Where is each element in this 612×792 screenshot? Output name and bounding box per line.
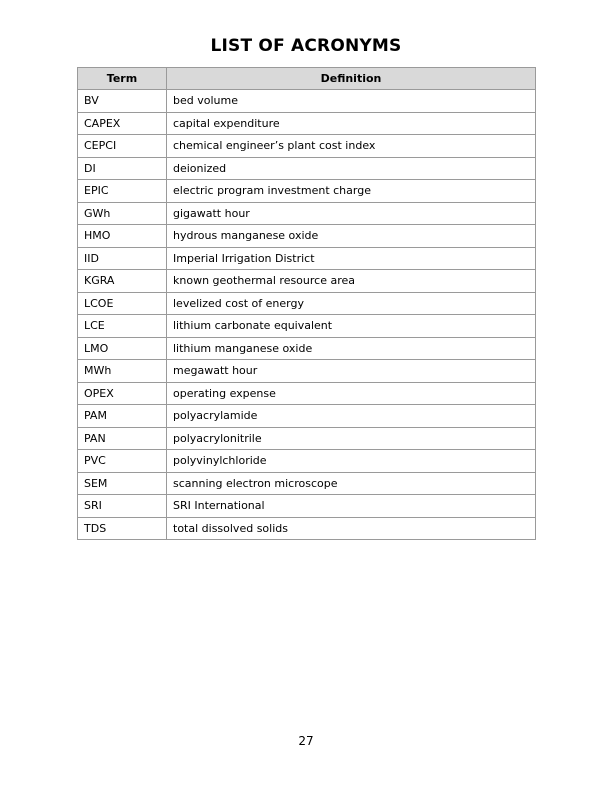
table-row [78, 315, 536, 338]
table-row [78, 450, 536, 473]
term-cell: EPIC [78, 180, 167, 203]
definition-cell: SRI International [167, 495, 536, 518]
definition-cell: polyvinylchloride [167, 450, 536, 473]
definition-cell: gigawatt hour [167, 202, 536, 225]
definition-cell: hydrous manganese oxide [167, 225, 536, 248]
term-cell: GWh [78, 202, 167, 225]
acronyms-table [77, 67, 536, 540]
term-cell: KGRA [78, 270, 167, 293]
term-cell: PVC [78, 450, 167, 473]
definition-cell: bed volume [167, 90, 536, 113]
table-row [78, 495, 536, 518]
term-cell: SEM [78, 472, 167, 495]
table-row [78, 157, 536, 180]
table-row [78, 337, 536, 360]
table-row [78, 292, 536, 315]
definition-cell: megawatt hour [167, 360, 536, 383]
definition-cell: total dissolved solids [167, 517, 536, 540]
term-cell: CAPEX [78, 112, 167, 135]
table-row [78, 180, 536, 203]
term-cell: LCE [78, 315, 167, 338]
table-row [78, 382, 536, 405]
table-row [78, 135, 536, 158]
table-row [78, 360, 536, 383]
table-header-row [78, 68, 536, 90]
term-cell: MWh [78, 360, 167, 383]
header-term: Term [78, 68, 167, 90]
table-row [78, 427, 536, 450]
table-row [78, 202, 536, 225]
table-row [78, 472, 536, 495]
term-cell: PAN [78, 427, 167, 450]
definition-cell: operating expense [167, 382, 536, 405]
term-cell: CEPCI [78, 135, 167, 158]
table-row [78, 90, 536, 113]
term-cell: OPEX [78, 382, 167, 405]
term-cell: IID [78, 247, 167, 270]
table-row [78, 225, 536, 248]
definition-cell: capital expenditure [167, 112, 536, 135]
page-number: 27 [298, 734, 314, 748]
table-row [78, 247, 536, 270]
term-cell: PAM [78, 405, 167, 428]
term-cell: LMO [78, 337, 167, 360]
term-cell: LCOE [78, 292, 167, 315]
term-cell: HMO [78, 225, 167, 248]
table-row [78, 112, 536, 135]
term-cell: DI [78, 157, 167, 180]
definition-cell: deionized [167, 157, 536, 180]
definition-cell: polyacrylamide [167, 405, 536, 428]
term-cell: SRI [78, 495, 167, 518]
page-title: LIST OF ACRONYMS [210, 36, 402, 56]
definition-cell: electric program investment charge [167, 180, 536, 203]
term-cell: TDS [78, 517, 167, 540]
definition-cell: chemical engineer’s plant cost index [167, 135, 536, 158]
header-definition: Definition [167, 68, 536, 90]
term-cell: BV [78, 90, 167, 113]
table-row [78, 405, 536, 428]
table-row [78, 517, 536, 540]
definition-cell: scanning electron microscope [167, 472, 536, 495]
definition-cell: levelized cost of energy [167, 292, 536, 315]
table-row [78, 270, 536, 293]
definition-cell: known geothermal resource area [167, 270, 536, 293]
definition-cell: polyacrylonitrile [167, 427, 536, 450]
definition-cell: Imperial Irrigation District [167, 247, 536, 270]
definition-cell: lithium carbonate equivalent [167, 315, 536, 338]
definition-cell: lithium manganese oxide [167, 337, 536, 360]
